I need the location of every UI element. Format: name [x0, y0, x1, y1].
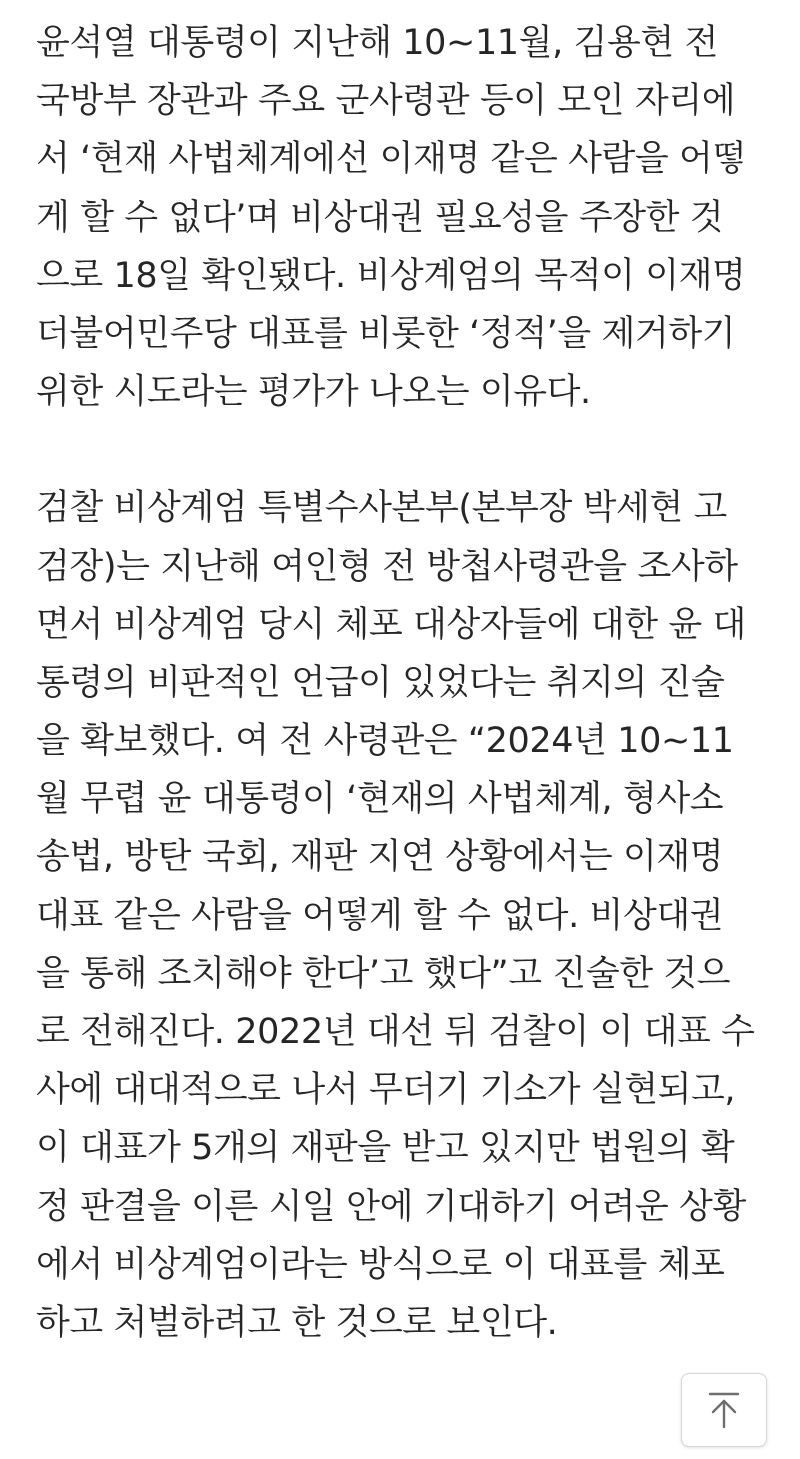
text-line: 을 통해 조치해야 한다’고 했다”고 진술한 것으: [36, 953, 731, 994]
article-body: [36, 14, 766, 1352]
text-line: 을 확보했다. 여 전 사령관은 “2024년 10~11: [36, 721, 734, 762]
text-line: 국방부 장관과 주요 군사령관 등이 모인 자리에: [36, 81, 736, 122]
text-line: 사에 대대적으로 나서 무더기 기소가 실현되고,: [36, 1070, 736, 1111]
scroll-to-top-button[interactable]: [681, 1373, 767, 1447]
paragraph-spacer: [36, 421, 766, 479]
text-line: 월 무렵 윤 대통령이 ‘현재의 사법체계, 형사소: [36, 779, 724, 820]
text-line: 검찰 비상계엄 특별수사본부(본부장 박세현 고: [36, 488, 727, 529]
text-line: 정 판결을 이른 시일 안에 기대하기 어려운 상황: [36, 1186, 746, 1227]
arrow-up-to-line-icon: [707, 1390, 741, 1430]
text-line: 이 대표가 5개의 재판을 받고 있지만 법원의 확: [36, 1128, 735, 1169]
text-line: 면서 비상계엄 당시 체포 대상자들에 대한 윤 대: [36, 604, 746, 645]
text-line: 더불어민주당 대표를 비롯한 ‘정적’을 제거하기: [36, 313, 736, 354]
paragraph-1: [36, 14, 766, 421]
text-line: 으로 18일 확인됐다. 비상계엄의 목적이 이재명: [36, 255, 746, 296]
text-line: 위한 시도라는 평가가 나오는 이유다.: [36, 372, 591, 413]
text-line: 게 할 수 없다’며 비상대권 필요성을 주장한 것: [36, 197, 724, 238]
text-line: 통령의 비판적인 언급이 있었다는 취지의 진술: [36, 662, 725, 703]
text-line: 송법, 방탄 국회, 재판 지연 상황에서는 이재명: [36, 837, 724, 878]
text-line: 대표 같은 사람을 어떻게 할 수 없다. 비상대권: [36, 895, 724, 936]
paragraph-2: [36, 479, 766, 1352]
text-line: 검장)는 지난해 여인형 전 방첩사령관을 조사하: [36, 546, 738, 587]
text-line: 에서 비상계엄이라는 방식으로 이 대표를 체포: [36, 1244, 725, 1285]
text-line: 하고 처벌하려고 한 것으로 보인다.: [36, 1302, 558, 1343]
text-line: 윤석열 대통령이 지난해 10~11월, 김용현 전: [36, 23, 718, 63]
text-line: 로 전해진다. 2022년 대선 뒤 검찰이 이 대표 수: [36, 1012, 755, 1052]
text-line: 서 ‘현재 사법체계에선 이재명 같은 사람을 어떻: [36, 139, 746, 180]
